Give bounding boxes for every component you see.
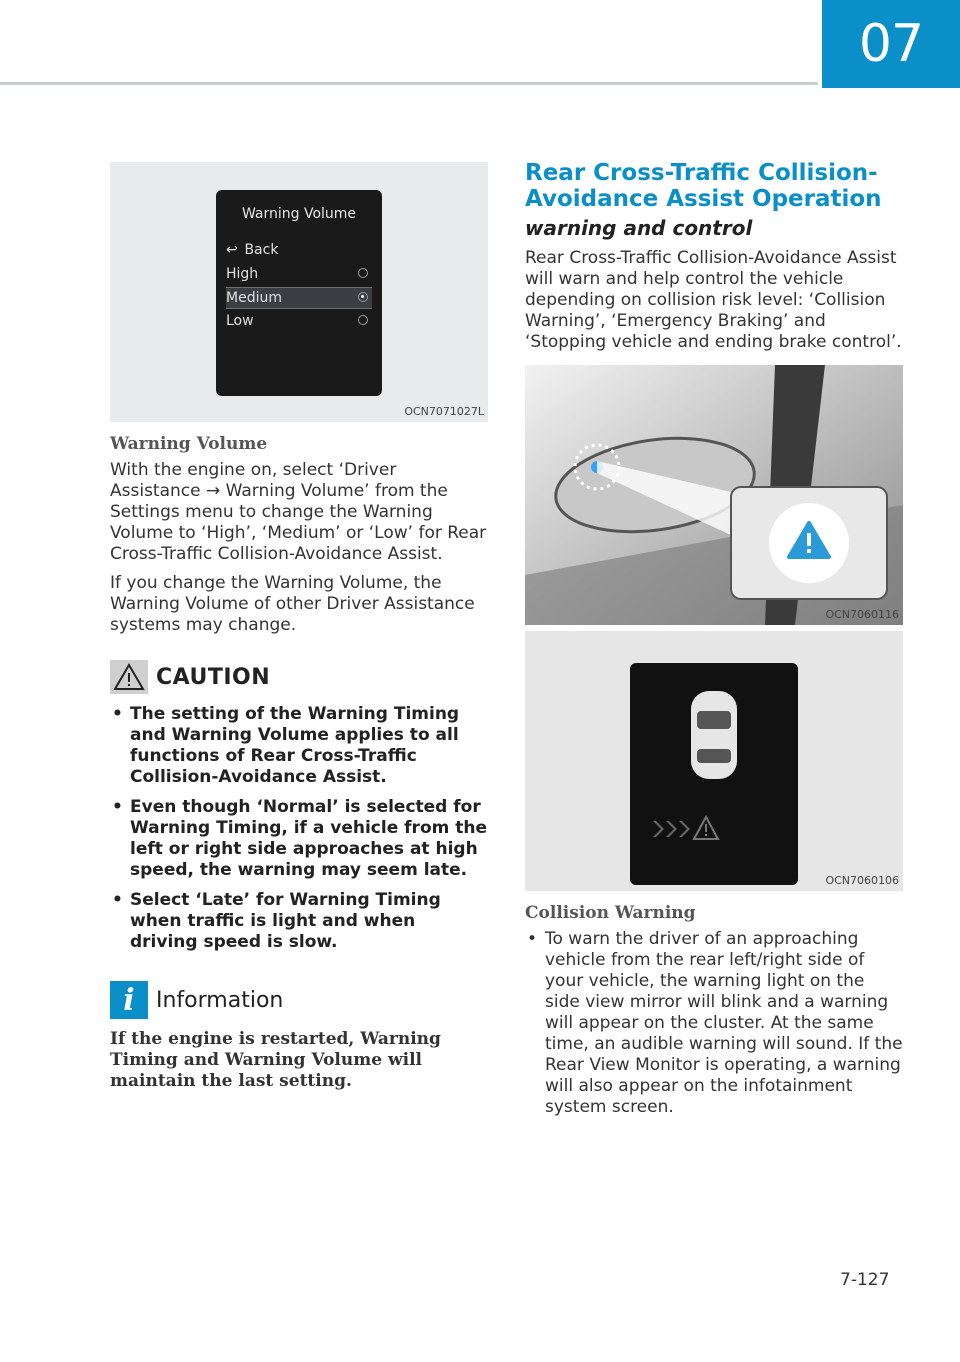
caution-header <box>110 660 488 694</box>
caution-list <box>110 704 488 953</box>
collision-warning-list <box>525 929 903 1118</box>
radio-icon <box>358 268 368 278</box>
car-top-view-icon <box>691 691 737 779</box>
information-text: If the engine is restarted, Warning Timing and Warning Volume will maintain the last setting. <box>110 1029 441 1091</box>
section-title-line: Rear Cross-Traffic Collision- <box>525 160 878 186</box>
screen-title: Warning Volume <box>241 206 357 222</box>
radio-icon <box>358 315 368 325</box>
caption-warning-volume: Warning Volume <box>110 434 268 454</box>
info-icon: i <box>110 981 148 1019</box>
figure-code: OCN7060106 <box>825 874 899 887</box>
caution-item: • Even though ‘Normal’ is selected for Warning Timing, if a vehicle from the left or right side approaches at high speed, the warning may seem late. <box>110 797 488 881</box>
information-title: Information <box>156 987 284 1013</box>
screen-option-medium <box>226 287 372 309</box>
option-label: Medium <box>226 290 282 306</box>
radio-selected-icon <box>358 292 368 302</box>
back-label: Back <box>244 242 279 258</box>
section-title-line: Avoidance Assist Operation <box>525 186 882 212</box>
paragraph: With the engine on, select ‘Driver Assistance → Warning Volume’ from the Settings menu to change the Warning Volume to ‘High’, ‘Medium’ or ‘Low’ for Rear Cross-Traffic Collision-Avoidance Assist. <box>110 460 487 564</box>
caution-item: • Select ‘Late’ for Warning Timing when traffic is light and when driving speed is slow. <box>110 890 488 953</box>
collision-warning-item: • To warn the driver of an approaching vehicle from the rear left/right side of your vehicle, the warning light on the side view mirror will blink and a warning will appear on the cluster. At the same time, an audible warning will sound. If the Rear View Monitor is operating, a warning will also appear on the infotainment system screen. <box>525 929 903 1118</box>
return-arrow-icon: ↩ <box>226 242 238 258</box>
information-header <box>110 981 488 1019</box>
warning-triangle-icon <box>110 660 148 694</box>
chapter-number: 07 <box>858 14 924 74</box>
caution-item: • The setting of the Warning Timing and Warning Volume applies to all functions of Rear Cross-Traffic Collision-Avoidance Assist. <box>110 704 488 788</box>
paragraph: If you change the Warning Volume, the Warning Volume of other Driver Assistance systems may change. <box>110 573 475 635</box>
chapter-tab <box>822 0 960 88</box>
left-column <box>110 162 488 1092</box>
page-number: 7-127 <box>840 1270 890 1290</box>
side-mirror-illustration <box>525 365 903 625</box>
option-label: Low <box>226 313 254 329</box>
figure-cluster <box>525 631 903 891</box>
cluster-illustration <box>525 631 903 891</box>
section-title <box>525 160 903 212</box>
figure-warning-volume <box>110 162 488 422</box>
screen-option-high <box>226 264 372 284</box>
settings-screen <box>216 190 382 396</box>
caution-title: CAUTION <box>156 664 271 690</box>
screen-back-row <box>226 240 372 260</box>
figure-code: OCN7071027L <box>404 405 484 418</box>
caption-collision-warning: Collision Warning <box>525 903 696 923</box>
right-column <box>525 160 903 1127</box>
intro-paragraph: Rear Cross-Traffic Collision-Avoidance Assist will warn and help control the vehicle depending on collision risk level: ‘Collision Warning’, ‘Emergency Braking’ and ‘Stopping vehicle and ending brake control’. <box>525 248 902 352</box>
option-label: High <box>226 266 259 282</box>
figure-code: OCN7060116 <box>825 608 899 621</box>
screen-option-low <box>226 311 372 331</box>
header-rule <box>0 82 818 85</box>
section-subtitle: warning and control <box>525 216 753 240</box>
figure-side-mirror <box>525 365 903 625</box>
